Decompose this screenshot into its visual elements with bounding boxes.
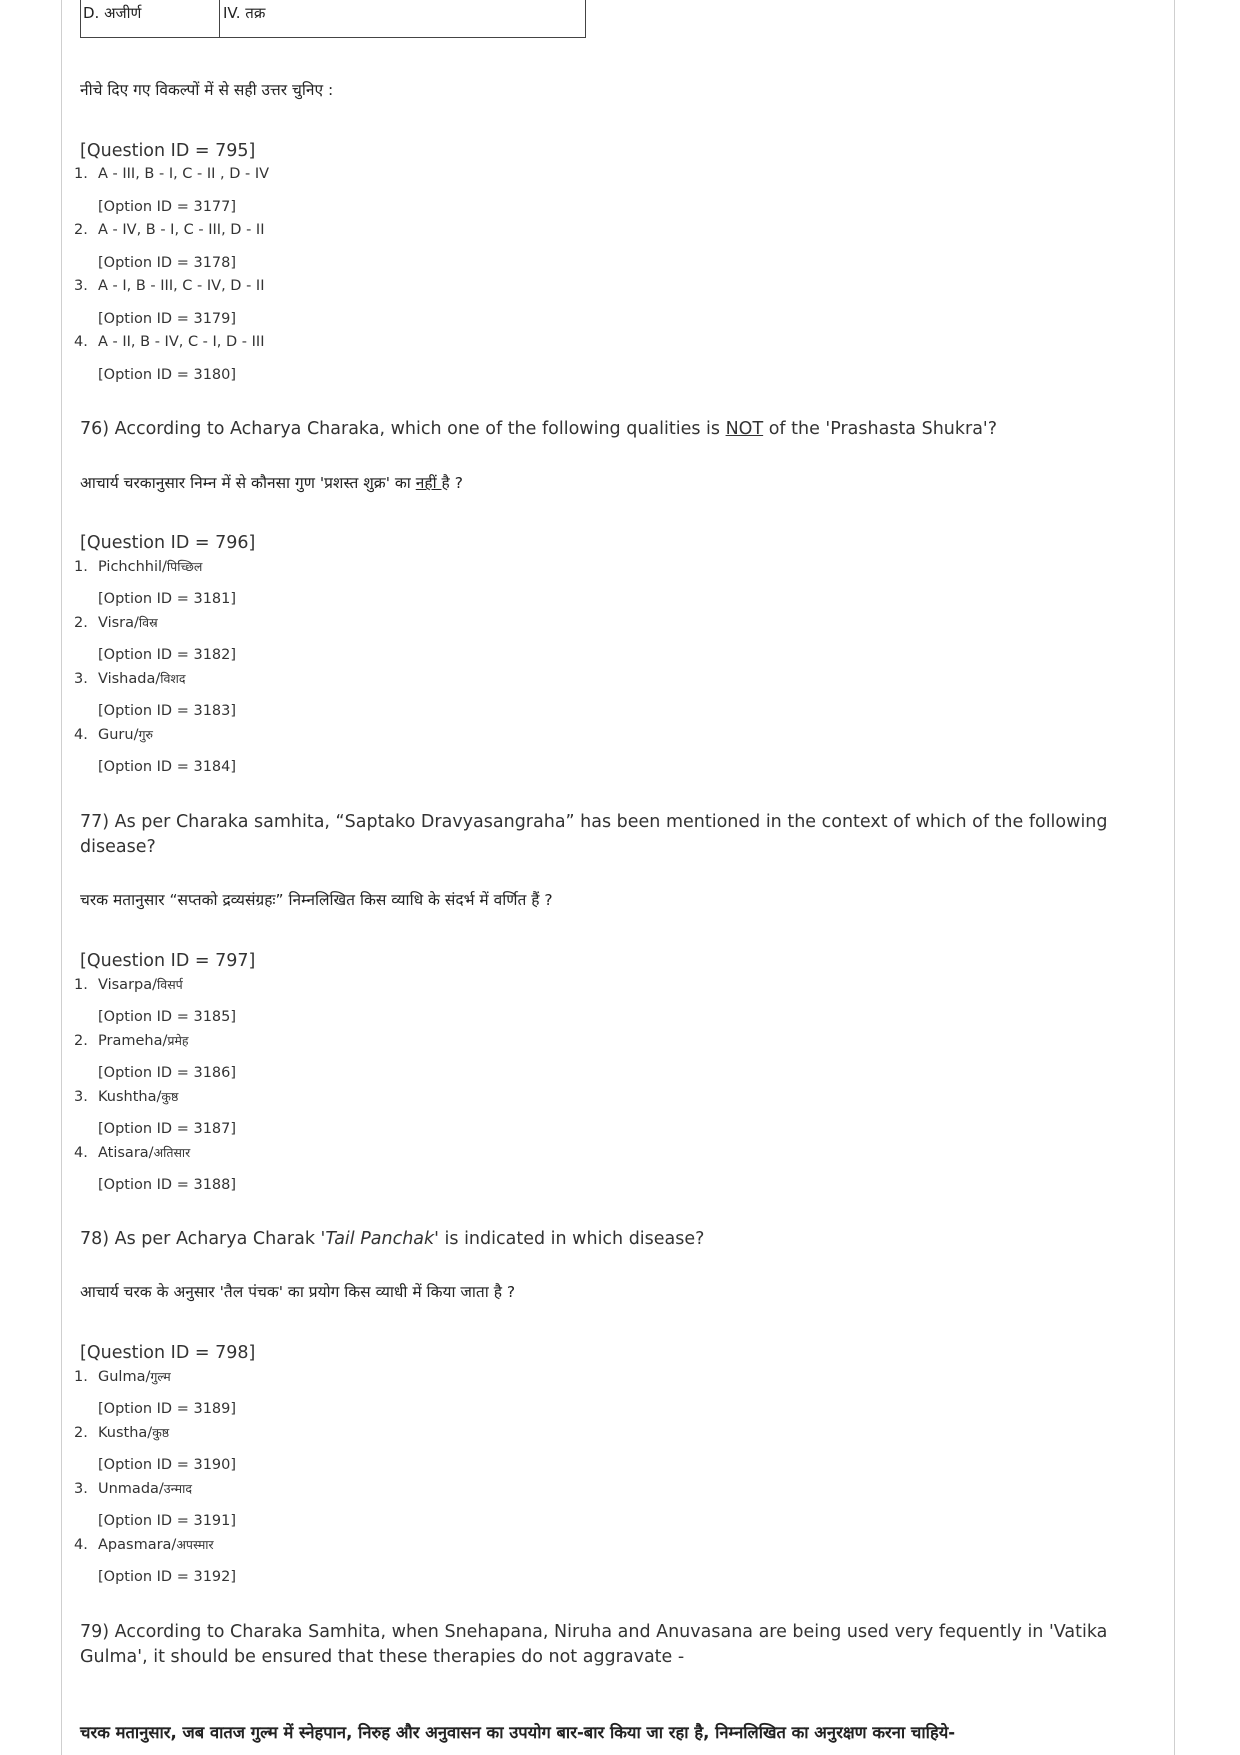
option-id: [Option ID = 3179] — [98, 311, 237, 327]
option-text-hindi: विशद — [160, 671, 186, 686]
option-text: Prameha/ — [98, 1033, 168, 1049]
question-id-797: [Question ID = 797] — [80, 951, 256, 971]
option-text-hindi: कुष्ठ — [152, 1425, 170, 1440]
option-number: 2. — [74, 222, 88, 238]
option-id: [Option ID = 3186] — [98, 1065, 237, 1081]
option-text-hindi: अपस्मार — [176, 1537, 214, 1552]
option-number: 4. — [74, 1537, 88, 1553]
option-id: [Option ID = 3191] — [98, 1513, 237, 1529]
question-text: 76) According to Acharya Charaka, which one of the following qualities is — [80, 419, 726, 439]
match-table — [80, 0, 586, 38]
option-item[interactable] — [74, 1424, 874, 1480]
option-id: [Option ID = 3188] — [98, 1177, 237, 1193]
option-text: Atisara/ — [98, 1145, 154, 1161]
option-id: [Option ID = 3187] — [98, 1121, 237, 1137]
option-item[interactable] — [74, 1480, 874, 1536]
option-number: 4. — [74, 1145, 88, 1161]
option-text-hindi: पिच्छिल — [166, 559, 203, 574]
option-text: Vishada/ — [98, 671, 161, 687]
option-text-hindi: प्रमेह — [167, 1033, 189, 1048]
option-text-hindi: उन्माद — [163, 1481, 192, 1496]
option-text: Visra/ — [98, 615, 139, 631]
question-79-english: 79) According to Charaka Samhita, when Snehapana, Niruha and Anuvasana are being used very fequently in 'Vatika Gulma', it should be ensured that these therapies do not aggravate - — [80, 1622, 1108, 1667]
question-id-796: [Question ID = 796] — [80, 533, 256, 553]
question-text-hindi: है ? — [441, 474, 463, 492]
option-item[interactable] — [74, 558, 874, 614]
option-text-hindi: गुल्म — [150, 1369, 171, 1384]
option-id: [Option ID = 3185] — [98, 1009, 237, 1025]
option-id: [Option ID = 3190] — [98, 1457, 237, 1473]
question-id-798: [Question ID = 798] — [80, 1343, 256, 1363]
option-id: [Option ID = 3177] — [98, 199, 237, 215]
tail-panchak-italic: 'Tail Panchak' — [320, 1229, 439, 1249]
option-number: 3. — [74, 278, 88, 294]
option-number: 3. — [74, 671, 88, 687]
option-number: 1. — [74, 559, 88, 575]
option-item[interactable] — [74, 1032, 874, 1088]
question-77-english: 77) As per Charaka samhita, “Saptako Dravyasangraha” has been mentioned in the context of which of the following disease? — [80, 812, 1108, 857]
question-76-hindi — [80, 471, 1140, 493]
option-text: Kushtha/ — [98, 1089, 162, 1105]
option-text: Guru/ — [98, 727, 139, 743]
option-id: [Option ID = 3180] — [98, 367, 237, 383]
option-number: 2. — [74, 1033, 88, 1049]
option-text: Gulma/ — [98, 1369, 151, 1385]
emphasis-not: NOT — [725, 419, 764, 439]
question-text: of the 'Prashasta Shukra'? — [763, 419, 998, 439]
option-item[interactable] — [74, 222, 874, 278]
options-list-797 — [74, 976, 874, 1200]
emphasis-nahi: नहीं — [415, 474, 442, 492]
option-item[interactable] — [74, 1368, 874, 1424]
question-77-hindi: चरक मतानुसार “सप्तको द्रव्यसंग्रहः” निम्नलिखित किस व्याधि के संदर्भ में वर्णित हैं ? — [80, 891, 553, 909]
option-item[interactable] — [74, 1144, 874, 1200]
question-79-hindi: चरक मतानुसार, जब वातज गुल्म में स्नेहपान, निरुह और अनुवासन का उपयोग बार-बार किया जा रहा है, निम्नलिखित का अनुरक्षण करना चाहिये- — [80, 1723, 956, 1742]
options-list-795 — [74, 166, 874, 390]
option-id: [Option ID = 3183] — [98, 703, 237, 719]
option-text: Pichchhil/ — [98, 559, 167, 575]
option-number: 2. — [74, 615, 88, 631]
option-id: [Option ID = 3178] — [98, 255, 237, 271]
question-76-english — [80, 417, 1140, 442]
question-text: is indicated in which disease? — [438, 1229, 705, 1249]
option-text: Unmada/ — [98, 1481, 164, 1497]
option-item[interactable] — [74, 726, 874, 782]
option-text-hindi: विस्र — [138, 615, 158, 630]
option-item[interactable] — [74, 976, 874, 1032]
option-id: [Option ID = 3184] — [98, 759, 237, 775]
option-number: 2. — [74, 1425, 88, 1441]
option-text: Kustha/ — [98, 1425, 153, 1441]
options-list-796 — [74, 558, 874, 782]
option-item[interactable] — [74, 614, 874, 670]
option-item[interactable] — [74, 1536, 874, 1592]
option-number: 1. — [74, 166, 88, 182]
option-text: A - IV, B - I, C - III, D - II — [98, 222, 265, 238]
option-id: [Option ID = 3192] — [98, 1569, 237, 1585]
option-item[interactable] — [74, 166, 874, 222]
option-id: [Option ID = 3182] — [98, 647, 237, 663]
table-cell-right: IV. तक्र — [223, 4, 266, 22]
option-item[interactable] — [74, 334, 874, 390]
option-text: Apasmara/ — [98, 1537, 177, 1553]
option-text: A - I, B - III, C - IV, D - II — [98, 278, 265, 294]
option-item[interactable] — [74, 670, 874, 726]
option-item[interactable] — [74, 278, 874, 334]
options-list-798 — [74, 1368, 874, 1592]
option-text-hindi: अतिसार — [153, 1145, 191, 1160]
instruction-hindi: नीचे दिए गए विकल्पों में से सही उत्तर चुनिए : — [80, 81, 334, 99]
option-text-hindi: गुरु — [138, 727, 153, 742]
option-text: Visarpa/ — [98, 977, 158, 993]
option-text: A - II, B - IV, C - I, D - III — [98, 334, 265, 350]
option-text-hindi: विसर्प — [157, 977, 183, 992]
option-number: 1. — [74, 977, 88, 993]
option-number: 4. — [74, 727, 88, 743]
question-id-795: [Question ID = 795] — [80, 141, 256, 161]
table-cell-left: D. अजीर्ण — [81, 0, 220, 37]
question-78-english — [80, 1227, 1140, 1252]
option-number: 1. — [74, 1369, 88, 1385]
option-number: 4. — [74, 334, 88, 350]
option-text-hindi: कुष्ठ — [161, 1089, 179, 1104]
option-text: A - III, B - I, C - II , D - IV — [98, 166, 270, 182]
question-78-hindi: आचार्य चरक के अनुसार 'तैल पंचक' का प्रयोग किस व्याधी में किया जाता है ? — [80, 1283, 516, 1301]
option-id: [Option ID = 3181] — [98, 591, 237, 607]
question-text: 78) As per Acharya Charak — [80, 1229, 321, 1249]
option-id: [Option ID = 3189] — [98, 1401, 237, 1417]
question-text-hindi: आचार्य चरकानुसार निम्न में से कौनसा गुण 'प्रशस्त शुक्र' का — [80, 474, 416, 492]
option-number: 3. — [74, 1089, 88, 1105]
option-item[interactable] — [74, 1088, 874, 1144]
option-number: 3. — [74, 1481, 88, 1497]
